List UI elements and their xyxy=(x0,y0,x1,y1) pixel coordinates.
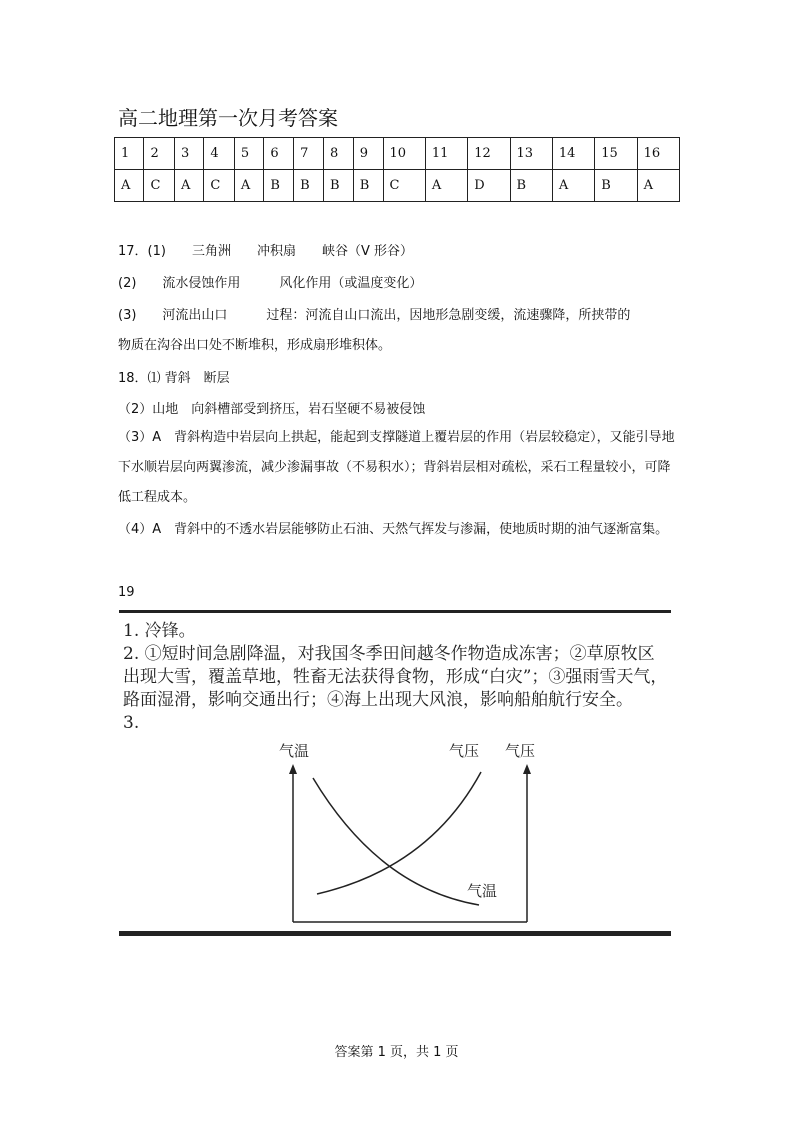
answer-cell: A xyxy=(234,170,263,202)
answer-cell: A xyxy=(174,170,203,202)
question-number-cell: 6 xyxy=(264,138,294,170)
answer-table-numbers-row xyxy=(115,138,680,170)
answer-cell: C xyxy=(383,170,425,202)
q19-line2: 2. ①短时间急剧降温，对我国冬季田间越冬作物造成冻害；②草原牧区出现大雪，覆盖草地，牲畜无法获得食物，形成“白灾”；③强雨雪天气，路面湿滑，影响交通出行；④海上出现大风浪，影响船舶航行安全。 xyxy=(123,644,668,710)
question-number-cell: 1 xyxy=(115,138,144,170)
q18-part3: （3）A 背斜构造中岩层向上拱起，能起到支撑隧道上覆岩层的作用（岩层较稳定），又能引导地下水顺岩层向两翼渗流，减少渗漏事故（不易积水）；背斜岩层相对疏松，采石工程量较小，可降低工程成本。 xyxy=(118,430,675,505)
question-number-cell: 12 xyxy=(468,138,510,170)
q17-part3-line1: (3) 河流出山口 过程：河流自山口流出，因地形急剧变缓，流速骤降，所挟带的 xyxy=(118,308,631,323)
question-number-cell: 8 xyxy=(323,138,353,170)
answer-cell: A xyxy=(115,170,144,202)
q17-part1: 17．(1) 三角洲 冲积扇 峡谷（V 形谷） xyxy=(118,244,413,259)
answer-cell: C xyxy=(144,170,174,202)
q18-part2: （2）山地 向斜槽部受到挤压，岩石坚硬不易被侵蚀 xyxy=(118,402,426,417)
right-axis-arrow xyxy=(523,764,531,774)
answer-cell: D xyxy=(468,170,510,202)
page-footer: 答案第 1 页，共 1 页 xyxy=(334,1045,459,1060)
answer-cell: B xyxy=(353,170,383,202)
rising-curve-label: 气压 xyxy=(449,742,480,760)
answer-cell: C xyxy=(204,170,234,202)
q19-label: 19 xyxy=(118,585,135,600)
answer-cell: B xyxy=(510,170,552,202)
bottom-rule xyxy=(119,931,671,936)
answer-cell: A xyxy=(425,170,467,202)
question-number-cell: 9 xyxy=(353,138,383,170)
q19-line1: 1. 冷锋。 xyxy=(123,621,196,641)
q17-part3-line2: 物质在沟谷出口处不断堆积，形成扇形堆积体。 xyxy=(118,338,392,353)
answer-cell: B xyxy=(323,170,353,202)
temperature-curve xyxy=(313,778,479,905)
pressure-temperature-diagram xyxy=(269,738,559,928)
answer-table xyxy=(114,137,680,202)
question-number-cell: 16 xyxy=(637,138,679,170)
question-number-cell: 2 xyxy=(144,138,174,170)
question-number-cell: 15 xyxy=(595,138,637,170)
q19-answer-box xyxy=(119,610,671,936)
answer-cell: A xyxy=(552,170,594,202)
falling-curve-label: 气温 xyxy=(467,882,498,900)
answer-table-answers-row xyxy=(115,170,680,202)
question-number-cell: 7 xyxy=(294,138,324,170)
top-rule xyxy=(119,610,671,613)
answer-cell: B xyxy=(294,170,324,202)
question-number-cell: 11 xyxy=(425,138,467,170)
question-number-cell: 5 xyxy=(234,138,263,170)
left-axis-label: 气温 xyxy=(279,742,310,760)
answer-cell: A xyxy=(637,170,679,202)
q19-answer-text xyxy=(123,620,671,735)
question-number-cell: 14 xyxy=(552,138,594,170)
pressure-curve xyxy=(317,772,481,894)
q19-line3: 3. xyxy=(123,713,140,733)
page-title: 高二地理第一次月考答案 xyxy=(118,106,338,130)
q18-part4: （4）A 背斜中的不透水岩层能够防止石油、天然气挥发与渗漏，使地质时期的油气逐渐富集。 xyxy=(118,522,669,537)
question-number-cell: 4 xyxy=(204,138,234,170)
answer-cell: B xyxy=(595,170,637,202)
question-number-cell: 10 xyxy=(383,138,425,170)
answer-cell: B xyxy=(264,170,294,202)
question-number-cell: 3 xyxy=(174,138,203,170)
left-axis-arrow xyxy=(289,764,297,774)
right-axis-label: 气压 xyxy=(505,742,536,760)
question-number-cell: 13 xyxy=(510,138,552,170)
q17-part2: (2) 流水侵蚀作用 风化作用（或温度变化） xyxy=(118,276,423,291)
q18-part1: 18．⑴ 背斜 断层 xyxy=(118,371,230,386)
